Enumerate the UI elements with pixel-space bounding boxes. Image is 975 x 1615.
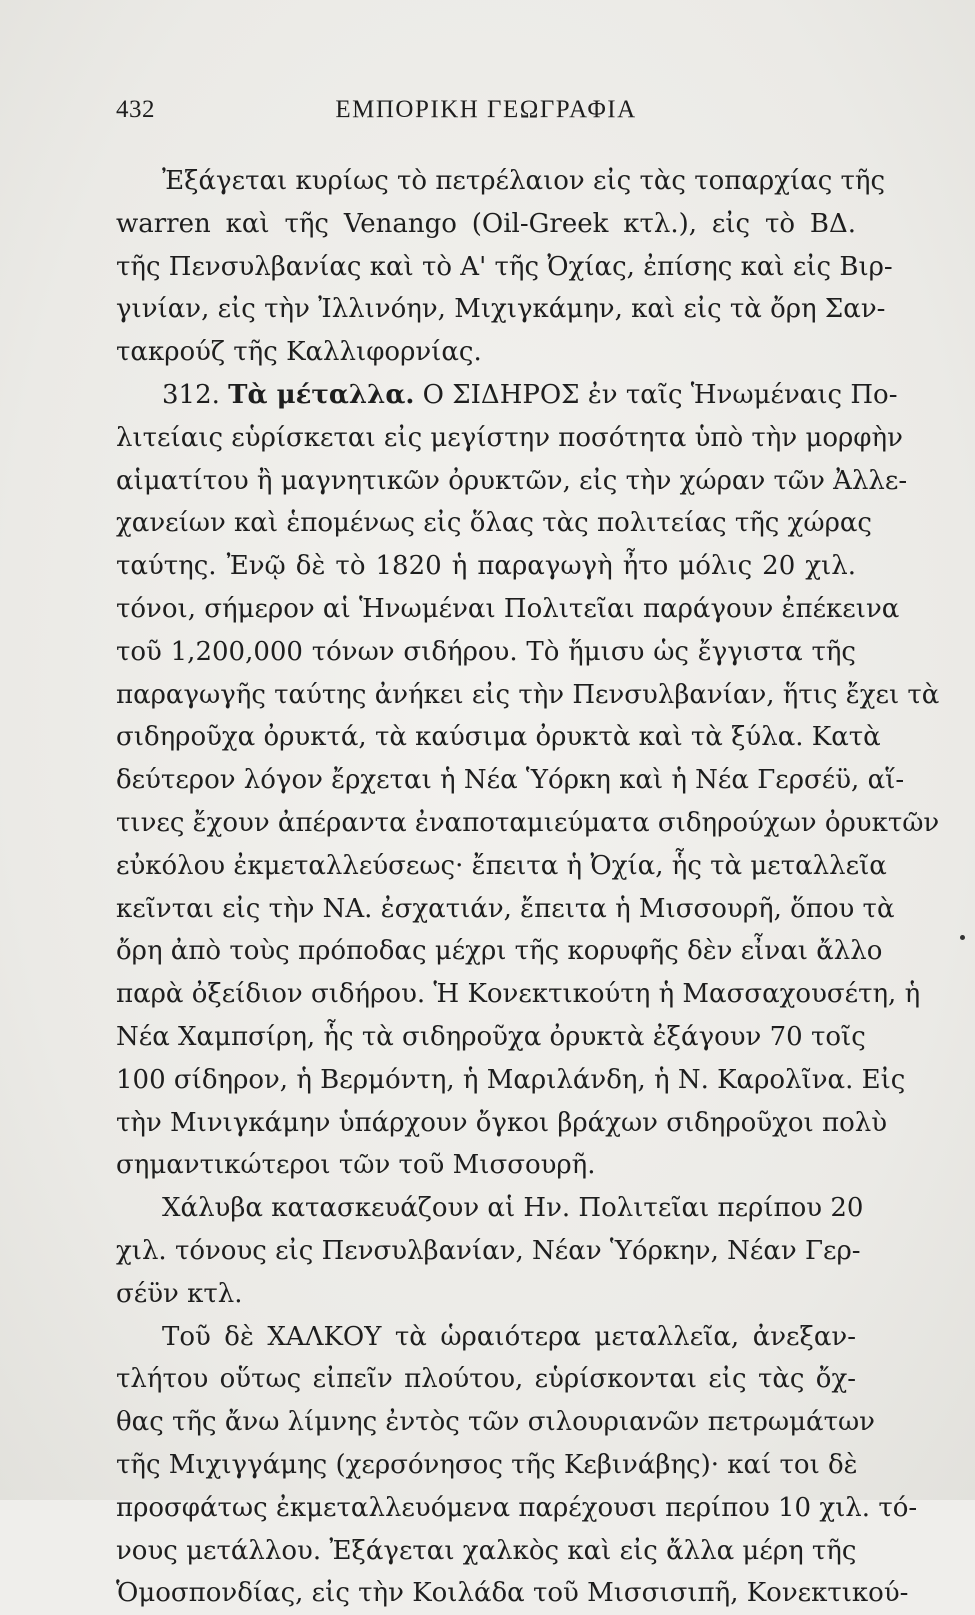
margin-mark — [960, 935, 965, 940]
text-line: τῆς Μιχιγγάμης (χερσόνησος τῆς Κεβινάβης)· καί τοι δὲ — [116, 1449, 858, 1480]
text-line: τοῦ 1,200,000 τόνων σιδήρου. Τὸ ἥμισυ ὡς ἔγγιστα τῆς — [116, 636, 856, 667]
text-span: 312. — [162, 379, 229, 410]
page-header — [116, 96, 856, 136]
running-head: ΕΜΠΟΡΙΚΗ ΓΕΩΓΡΑΦΙΑ — [335, 96, 637, 123]
text-line: Ὁμοσπονδίας, εἰς τὴν Κοιλάδα τοῦ Μισσισιπῆ, Κονεκτικού- — [116, 1578, 909, 1609]
text-line: τακρούζ τῆς Καλλιφορνίας. — [116, 337, 482, 368]
text-line: σημαντικώτεροι τῶν τοῦ Μισσουρῆ. — [116, 1150, 596, 1181]
text-line: ὄρη ἀπὸ τοὺς πρόποδας μέχρι τῆς κορυφῆς δὲν εἶναι ἄλλο — [116, 936, 883, 967]
section-heading: Τὰ μέταλλα. — [228, 379, 415, 410]
text-line: τινες ἔχουν ἀπέραντα ἐναποταμιεύματα σιδηρούχων ὀρυκτῶν — [116, 807, 940, 838]
text-line: warren καὶ τῆς Venango (Oil-Greek κτλ.), εἰς τὸ ΒΔ. — [116, 208, 856, 239]
text-line: θας τῆς ἄνω λίμνης ἐντὸς τῶν σιλουριανῶν πετρωμάτων — [116, 1407, 875, 1438]
text-line — [116, 374, 898, 417]
text-line: προσφάτως ἐκμεταλλευόμενα παρέχουσι περίπου 10 χιλ. τό- — [116, 1492, 918, 1523]
text-line: Νέα Χαμπσίρη, ἧς τὰ σιδηροῦχα ὀρυκτὰ ἐξάγουν 70 τοῖς — [116, 1021, 866, 1052]
text-line: τόνοι, σήμερον αἱ Ἡνωμέναι Πολιτεῖαι παράγουν ἐπέκεινα — [116, 593, 900, 624]
text-line: αἱματίτου ἢ μαγνητικῶν ὀρυκτῶν, εἰς τὴν χώραν τῶν Ἀλλε- — [116, 465, 908, 496]
text-line: σέϋν κτλ. — [116, 1278, 243, 1309]
text-line: χιλ. τόνους εἰς Πενσυλβανίαν, Νέαν Ὑόρκην, Νέαν Γερ- — [116, 1235, 861, 1266]
text-line: γινίαν, εἰς τὴν Ἰλλινόην, Μιχιγκάμην, καὶ εἰς τὰ ὄρη Σαν- — [116, 294, 886, 325]
text-line: χανείων καὶ ἑπομένως εἰς ὅλας τὰς πολιτείας τῆς χώρας — [116, 508, 872, 539]
text-line: Τοῦ δὲ ΧΑΛΚΟΥ τὰ ὡραιότερα μεταλλεῖα, ἀνεξαν- — [162, 1321, 856, 1352]
text-line: 100 σίδηρον, ἡ Βερμόντη, ἡ Μαριλάνδη, ἡ Ν. Καρολῖνα. Εἰς — [116, 1064, 906, 1095]
text-span: Ο ΣΙΔΗΡΟΣ ἐν ταῖς Ἡνωμέναις Πο- — [414, 379, 898, 410]
text-line: τὴν Μινιγκάμην ὑπάρχουν ὄγκοι βράχων σιδηροῦχοι πολὺ — [116, 1107, 888, 1138]
text-line: νους μετάλλου. Ἐξάγεται χαλκὸς καὶ εἰς ἄλλα μέρη τῆς — [116, 1535, 857, 1566]
text-line: τλήτου οὕτως εἰπεῖν πλούτου, εὑρίσκονται εἰς τὰς ὄχ- — [116, 1364, 856, 1395]
page-number: 432 — [116, 96, 155, 123]
text-line: παρὰ ὀξείδιον σιδήρου. Ἡ Κονεκτικούτη ἡ Μασσαχουσέτη, ἡ — [116, 979, 921, 1010]
text-line: τῆς Πενσυλβανίας καὶ τὸ Α' τῆς Ὀχίας, ἐπίσης καὶ εἰς Βιρ- — [116, 251, 893, 282]
text-line: λιτείαις εὑρίσκεται εἰς μεγίστην ποσότητα ὑπὸ τὴν μορφὴν — [116, 422, 903, 453]
text-line: ταύτης. Ἐνῷ δὲ τὸ 1820 ἡ παραγωγὴ ἦτο μόλις 20 χιλ. — [116, 551, 856, 582]
text-line: εὐκόλου ἐκμεταλλεύσεως· ἔπειτα ἡ Ὀχία, ἧς τὰ μεταλλεῖα — [116, 850, 887, 881]
text-line: παραγωγῆς ταύτης ἀνήκει εἰς τὴν Πενσυλβανίαν, ἥτις ἔχει τὰ — [116, 679, 940, 710]
text-line: σιδηροῦχα ὀρυκτά, τὰ καύσιμα ὀρυκτὰ καὶ τὰ ξύλα. Κατὰ — [116, 722, 881, 753]
text-line: Ἐξάγεται κυρίως τὸ πετρέλαιον εἰς τὰς τοπαρχίας τῆς — [162, 166, 886, 196]
body-text — [116, 160, 940, 1615]
text-line: κεῖνται εἰς τὴν ΝΑ. ἐσχατιάν, ἔπειτα ἡ Μισσουρῆ, ὅπου τὰ — [116, 893, 895, 924]
text-line: Χάλυβα κατασκευάζουν αἱ Ην. Πολιτεῖαι περίπου 20 — [162, 1193, 864, 1224]
text-line: δεύτερον λόγον ἔρχεται ἡ Νέα Ὑόρκη καὶ ἡ Νέα Γερσέϋ, αἵ- — [116, 765, 905, 796]
